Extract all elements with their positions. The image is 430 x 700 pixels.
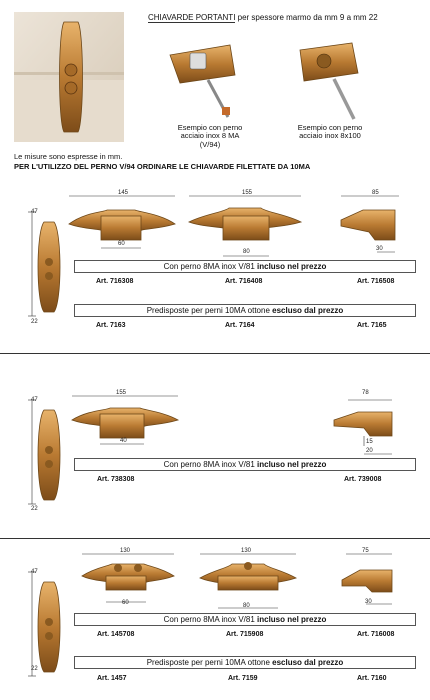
- dim-width-2: 130: [241, 548, 252, 554]
- label-included-bold: incluso nel prezzo: [257, 460, 327, 469]
- dim-width-2: 78: [362, 390, 369, 396]
- dim-width-1: 130: [120, 548, 131, 554]
- dim-height: 47: [31, 397, 38, 403]
- art-716508: Art. 716508: [357, 278, 395, 285]
- page-title: [148, 13, 378, 22]
- label-excluded: [74, 304, 416, 317]
- divider-2: [0, 538, 430, 539]
- side-view: [8, 206, 68, 322]
- side-view: [8, 394, 68, 510]
- example-right-image: [290, 35, 370, 125]
- dim-base-3: 30: [365, 599, 372, 605]
- title-main: CHIAVARDE PORTANTI: [148, 13, 236, 22]
- dim-width-1: 145: [118, 190, 129, 196]
- measurement-note: Le misure sono espresse in mm.: [14, 152, 123, 161]
- label-included-text: Con perno 8MA inox V/81: [163, 262, 258, 271]
- product-739008: [330, 388, 400, 460]
- label-included-text: Con perno 8MA inox V/81: [163, 615, 258, 624]
- label-included-bold: incluso nel prezzo: [257, 262, 327, 271]
- dim-base-1: 60: [118, 241, 125, 247]
- dim-width-2: 155: [242, 190, 253, 196]
- label-included-text: Con perno 8MA inox V/81: [163, 460, 258, 469]
- art-145708: Art. 145708: [97, 631, 135, 638]
- dim-width-3: 75: [362, 548, 369, 554]
- example-right-caption: Esempio con perno acciaio inox 8x100: [297, 123, 363, 141]
- art-7159: Art. 7159: [228, 675, 258, 682]
- dim-width-1: 155: [116, 390, 127, 396]
- dim-base-2: 80: [243, 249, 250, 255]
- art-1457: Art. 1457: [97, 675, 127, 682]
- art-7163: Art. 7163: [96, 322, 126, 329]
- dim-base-2: 80: [243, 603, 250, 609]
- section-2: [0, 384, 430, 524]
- label-included: [74, 260, 416, 273]
- dim-base-2: 15: [366, 439, 373, 445]
- dim-depth: 22: [31, 666, 38, 672]
- product-716508: [333, 192, 403, 262]
- dim-base-1: 60: [122, 600, 129, 606]
- example-left-caption: Esempio con perno acciaio inox 8 MA (V/94): [177, 123, 243, 149]
- warning-note: PER L'UTILIZZO DEL PERNO V/94 ORDINARE LE CHIAVARDE FILETTATE DA 10MA: [14, 162, 311, 171]
- dim-base-3: 30: [376, 246, 383, 252]
- art-739008: Art. 739008: [344, 476, 382, 483]
- side-view: [8, 566, 68, 682]
- art-7164: Art. 7164: [225, 322, 255, 329]
- section-1: [0, 182, 430, 354]
- art-738308: Art. 738308: [97, 476, 135, 483]
- dim-height: 47: [31, 569, 38, 575]
- dim-base-1: 40: [120, 438, 127, 444]
- label-excluded-bold: escluso dal prezzo: [272, 658, 344, 667]
- example-left-image: [160, 35, 250, 125]
- art-716008: Art. 716008: [357, 631, 395, 638]
- label-excluded-bold: escluso dal prezzo: [272, 306, 344, 315]
- dim-depth: 22: [31, 319, 38, 325]
- art-7165: Art. 7165: [357, 322, 387, 329]
- art-715908: Art. 715908: [226, 631, 264, 638]
- label-excluded: [74, 656, 416, 669]
- label-excluded-text: Predisposte per perni 10MA ottone: [146, 658, 273, 667]
- art-7160: Art. 7160: [357, 675, 387, 682]
- art-716308: Art. 716308: [96, 278, 134, 285]
- dim-depth: 22: [31, 506, 38, 512]
- art-716408: Art. 716408: [225, 278, 263, 285]
- label-excluded-text: Predisposte per perni 10MA ottone: [146, 306, 273, 315]
- dim-height: 47: [31, 209, 38, 215]
- label-included: [74, 613, 416, 626]
- dim-base-3: 20: [366, 448, 373, 454]
- label-included-bold: incluso nel prezzo: [257, 615, 327, 624]
- product-145708: [78, 546, 178, 608]
- title-sub: per spessore marmo da mm 9 a mm 22: [235, 13, 378, 22]
- section-3: [0, 544, 430, 700]
- dim-width-3: 85: [372, 190, 379, 196]
- divider-1: [0, 353, 430, 354]
- product-photo: [14, 12, 124, 142]
- label-included: [74, 458, 416, 471]
